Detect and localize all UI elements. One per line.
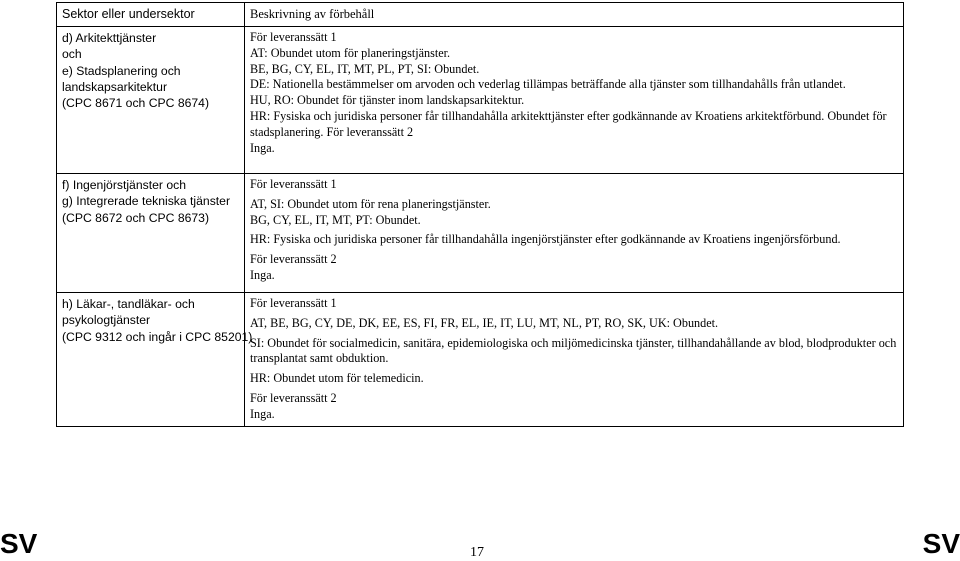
sector-line: (CPC 8672 och CPC 8673) [62, 210, 209, 225]
description-line: För leveranssätt 2 [250, 252, 337, 267]
description-cell [245, 27, 904, 174]
table-row [57, 174, 904, 293]
table-row [57, 27, 904, 174]
sector-line: h) Läkar-, tandläkar- och [62, 297, 195, 311]
description-line: För leveranssätt 1 [250, 296, 337, 310]
sector-line: e) Stadsplanering och [62, 63, 181, 78]
description-line: HR: Fysiska och juridiska personer får tillhandahålla arkitekttjänster efter godkännande av Kroatiens arkitektförbund. Obundet för stadsplanering. För leveranssätt 2 [250, 108, 887, 139]
header-sector: Sektor eller undersektor [57, 3, 245, 27]
footer-language-right: SV [922, 528, 960, 559]
description-line: HU, RO: Obundet för tjänster inom landskapsarkitektur. [250, 93, 525, 108]
sector-line: f) Ingenjörstjänster och [62, 178, 186, 192]
table-row [57, 293, 904, 427]
sector-line: (CPC 8671 och CPC 8674) [62, 96, 209, 111]
description-line: AT, BE, BG, CY, DE, DK, EE, ES, FI, FR, EL, IE, IT, LU, MT, NL, PT, RO, SK, UK: Obundet. [250, 315, 719, 330]
sector-cell [57, 174, 245, 293]
sector-line: (CPC 9312 och ingår i CPC 85201) [62, 329, 253, 344]
sector-line: psykologtjänster [62, 313, 151, 328]
sector-line: och [62, 47, 82, 62]
description-line: Inga. [250, 406, 275, 421]
description-line: AT: Obundet utom för planeringstjänster. [250, 45, 451, 60]
description-line: BG, CY, EL, IT, MT, PT: Obundet. [250, 212, 421, 227]
sector-cell [57, 27, 245, 174]
description-line: För leveranssätt 1 [250, 30, 337, 44]
description-line: HR: Fysiska och juridiska personer får tillhandahålla ingenjörstjänster efter godkännande av Kroatiens ingenjörsförbund. [250, 232, 841, 247]
page-number: 17 [470, 545, 484, 560]
description-line: HR: Obundet utom för telemedicin. [250, 371, 424, 386]
sector-line: landskapsarkitektur [62, 79, 167, 94]
sector-line: g) Integrerade tekniska tjänster [62, 194, 231, 209]
reservations-table [56, 2, 904, 427]
table-header-row [57, 3, 904, 27]
description-line: DE: Nationella bestämmelser om arvoden och vederlag tillämpas beträffande alla tjänster som tillhandahålls från utlandet. [250, 77, 846, 92]
description-cell [245, 174, 904, 293]
description-line: AT, SI: Obundet utom för rena planeringstjänster. [250, 196, 491, 211]
description-line: För leveranssätt 1 [250, 177, 337, 191]
description-line: BE, BG, CY, EL, IT, MT, PL, PT, SI: Obundet. [250, 61, 480, 76]
description-line: Inga. [250, 140, 275, 155]
header-description: Beskrivning av förbehåll [245, 3, 904, 27]
footer-language-left: SV [0, 528, 38, 559]
sector-cell [57, 293, 253, 427]
sector-line: d) Arkitekttjänster [62, 31, 157, 45]
description-line: För leveranssätt 2 [250, 390, 337, 405]
description-cell [245, 293, 904, 427]
description-line: Inga. [250, 267, 275, 282]
description-line: SI: Obundet för socialmedicin, sanitära, epidemiologiska och miljömedicinska tjänster, tillhandahållande av blod, blodprodukter och transplantat samt obduktion. [250, 335, 897, 366]
